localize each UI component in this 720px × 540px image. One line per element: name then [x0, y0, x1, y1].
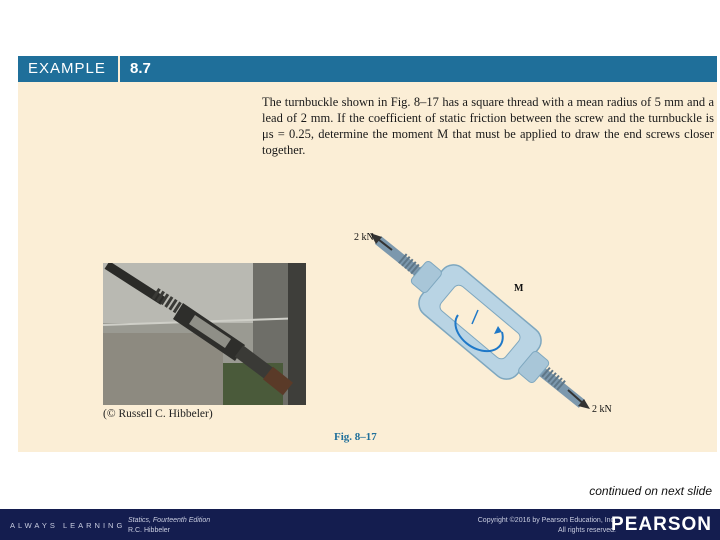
problem-statement: The turnbuckle shown in Fig. 8–17 has a square thread with a mean radius of 5 mm and a lead of 2 mm. If the coefficient of static friction between the screw and the turnbuckle is μs = 0.25, determine the moment M that must be applied to draw the end screws closer together. — [262, 95, 714, 157]
header-divider — [118, 56, 120, 82]
force-label-top: 2 kN — [354, 232, 374, 243]
book-info — [128, 516, 210, 536]
book-author: R.C. Hibbeler — [128, 527, 171, 534]
turnbuckle-diagram — [330, 220, 630, 420]
photo-credit: (© Russell C. Hibbeler) — [103, 408, 213, 420]
figure-caption: Fig. 8–17 — [334, 431, 377, 443]
copyright-info — [478, 516, 616, 536]
rights-line: All rights reserved. — [558, 527, 616, 534]
turnbuckle-photo — [103, 263, 306, 405]
continued-note: continued on next slide — [589, 484, 712, 498]
copyright-line: Copyright ©2016 by Pearson Education, Inc. — [477, 517, 616, 524]
pearson-logo: PEARSON — [611, 514, 712, 535]
example-number: 8.7 — [130, 60, 151, 77]
footer-bar — [0, 509, 720, 540]
always-learning-tagline: ALWAYS LEARNING — [10, 521, 126, 530]
moment-label: M — [514, 283, 524, 294]
example-label: EXAMPLE — [28, 60, 106, 77]
example-header — [18, 56, 717, 82]
force-label-bottom: 2 kN — [592, 404, 612, 415]
book-title: Statics, Fourteenth Edition — [128, 517, 211, 524]
